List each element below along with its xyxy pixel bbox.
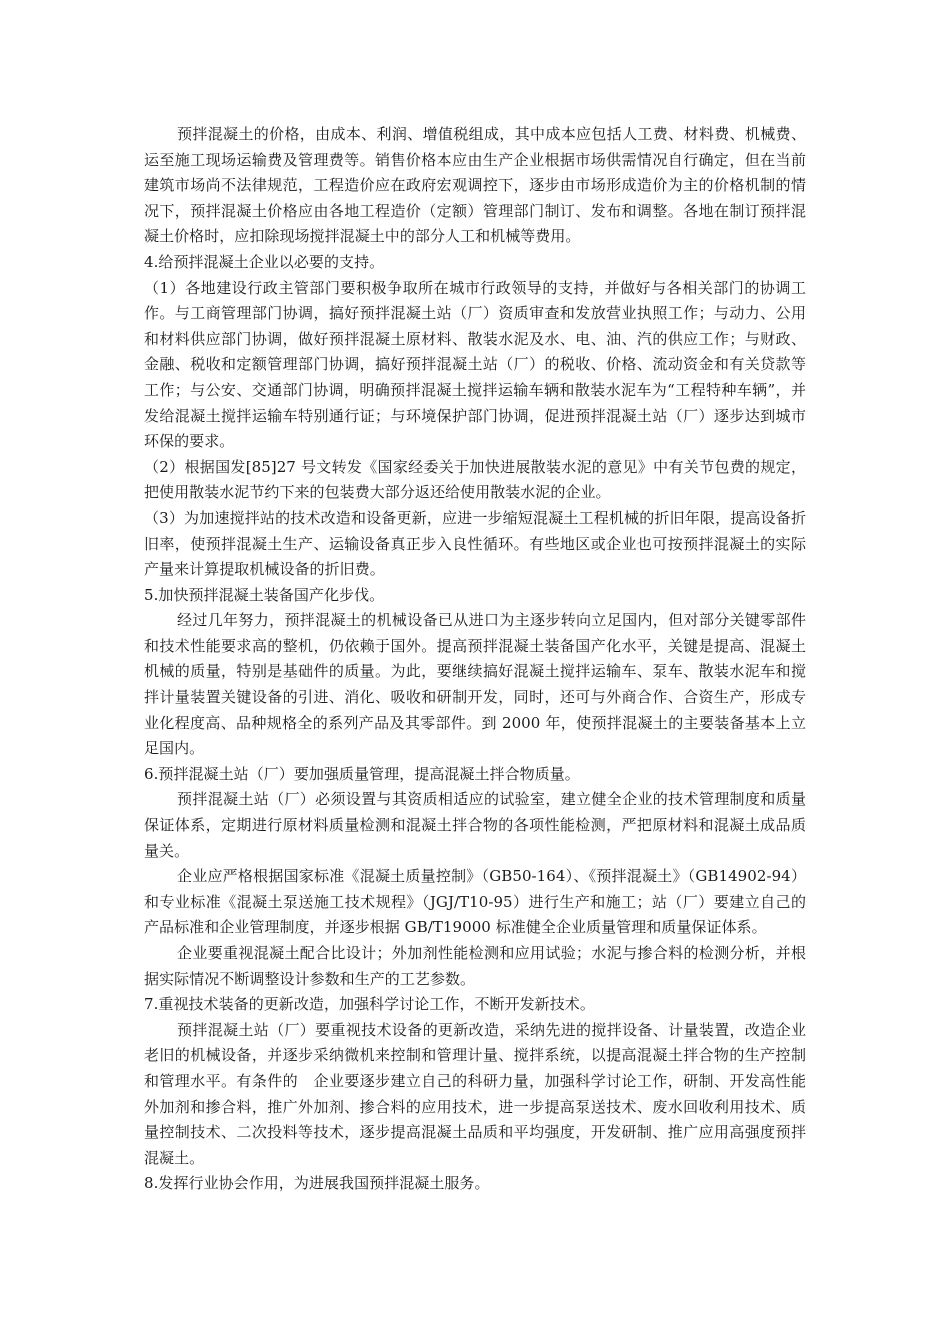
body-paragraph: 预拌混凝土站（厂）要重视技术设备的更新改造，采纳先进的搅拌设备、计量装置，改造企业老旧的机械设备，并逐步采纳微机来控制和管理计量、搅拌系统，以提高混凝土拌合物的生产控制和管理水平。有条件的 企业要逐步建立自己的科研力量，加强科学讨论工作，研制、开发高性能外加剂和掺合料，推广外加剂、掺合料的应用技术，进一步提高泵送技术、废水回收利用技术、质量控制技术、二次投料等技术，逐步提高混凝土品质和平均强度，开发研制、推广应用高强度预拌混凝土。 bbox=[144, 1020, 806, 1167]
section-heading: 8.发挥行业协会作用，为进展我国预拌混凝土服务。 bbox=[144, 1174, 490, 1193]
list-item: （3）为加速搅拌站的技术改造和设备更新，应进一步缩短混凝土工程机械的折旧年限，提高设备折旧率，使预拌混凝土生产、运输设备真正步入良性循环。有些地区或企业也可按预拌混凝土的实际产量来计算提取机械设备的折旧费。 bbox=[144, 508, 806, 579]
section-heading: 5.加快预拌混凝土装备国产化步伐。 bbox=[144, 585, 385, 604]
list-item: （1）各地建设行政主管部门要积极争取所在城市行政领导的支持，并做好与各相关部门的协调工作。与工商管理部门协调，搞好预拌混凝土站（厂）资质审查和发放营业执照工作；与动力、公用和材料供应部门协调，做好预拌混凝土原材料、散装水泥及水、电、油、汽的供应工作；与财政、金融、税收和定额管理部门协调，搞好预拌混凝土站（厂）的税收、价格、流动资金和有关贷款等工作；与公安、交通部门协调，明确预拌混凝土搅拌运输车辆和散装水泥车为“工程特种车辆”，并发给混凝土搅拌运输车特别通行证；与环境保护部门协调，促进预拌混凝土站（厂）逐步达到城市环保的要求。 bbox=[144, 278, 806, 451]
section-heading: 6.预拌混凝土站（厂）要加强质量管理，提高混凝土拌合物质量。 bbox=[144, 764, 580, 783]
body-paragraph: 企业要重视混凝土配合比设计；外加剂性能检测和应用试验；水泥与掺合料的检测分析，并根据实际情况不断调整设计参数和生产的工艺参数。 bbox=[144, 944, 806, 988]
body-paragraph: 经过几年努力，预拌混凝土的机械设备已从进口为主逐步转向立足国内，但对部分关键零部件和技术性能要求高的整机，仍依赖于国外。提高预拌混凝土装备国产化水平，关键是提高、混凝土机械的质量，特别是基础件的质量。为此，要继续搞好混凝土搅拌运输车、泵车、散装水泥车和搅拌计量装置关键设备的引进、消化、吸收和研制开发，同时，还可与外商合作、合资生产，形成专业化程度高、品种规格全的系列产品及其零部件。到 2000 年，使预拌混凝土的主要装备基本上立足国内。 bbox=[144, 611, 806, 758]
section-heading: 4.给预拌混凝土企业以必要的支持。 bbox=[144, 252, 385, 271]
list-item: （2）根据国发[85]27 号文转发《国家经委关于加快进展散装水泥的意见》中有关节包费的规定，把使用散装水泥节约下来的包装费大部分返还给使用散装水泥的企业。 bbox=[144, 457, 806, 502]
body-paragraph: 企业应严格根据国家标准《混凝土质量控制》（GB50-164）、《预拌混凝土》（GB14902-94）和专业标准《混凝土泵送施工技术规程》（JGJ/T10-95）进行生产和施工；站（厂）要建立自己的产品标准和企业管理制度，并逐步根据 GB/T19000 标准健全企业质量管理和质量保证体系。 bbox=[144, 867, 806, 937]
section-heading: 7.重视技术装备的更新改造，加强科学讨论工作，不断开发新技术。 bbox=[144, 995, 595, 1014]
body-paragraph: 预拌混凝土站（厂）必须设置与其资质相适应的试验室，建立健全企业的技术管理制度和质量保证体系，定期进行原材料质量检测和混凝土拌合物的各项性能检测，严把原材料和混凝土成品质量关。 bbox=[144, 790, 806, 860]
document-page bbox=[144, 122, 806, 1197]
body-paragraph: 预拌混凝土的价格，由成本、利润、增值税组成，其中成本应包括人工费、材料费、机械费、运至施工现场运输费及管理费等。销售价格本应由生产企业根据市场供需情况自行确定，但在当前建筑市场尚不法律规范，工程造价应在政府宏观调控下，逐步由市场形成造价为主的价格机制的情况下，预拌混凝土价格应由各地工程造价（定额）管理部门制订、发布和调整。各地在制订预拌混凝土价格时，应扣除现场搅拌混凝土中的部分人工和机械等费用。 bbox=[144, 125, 806, 246]
